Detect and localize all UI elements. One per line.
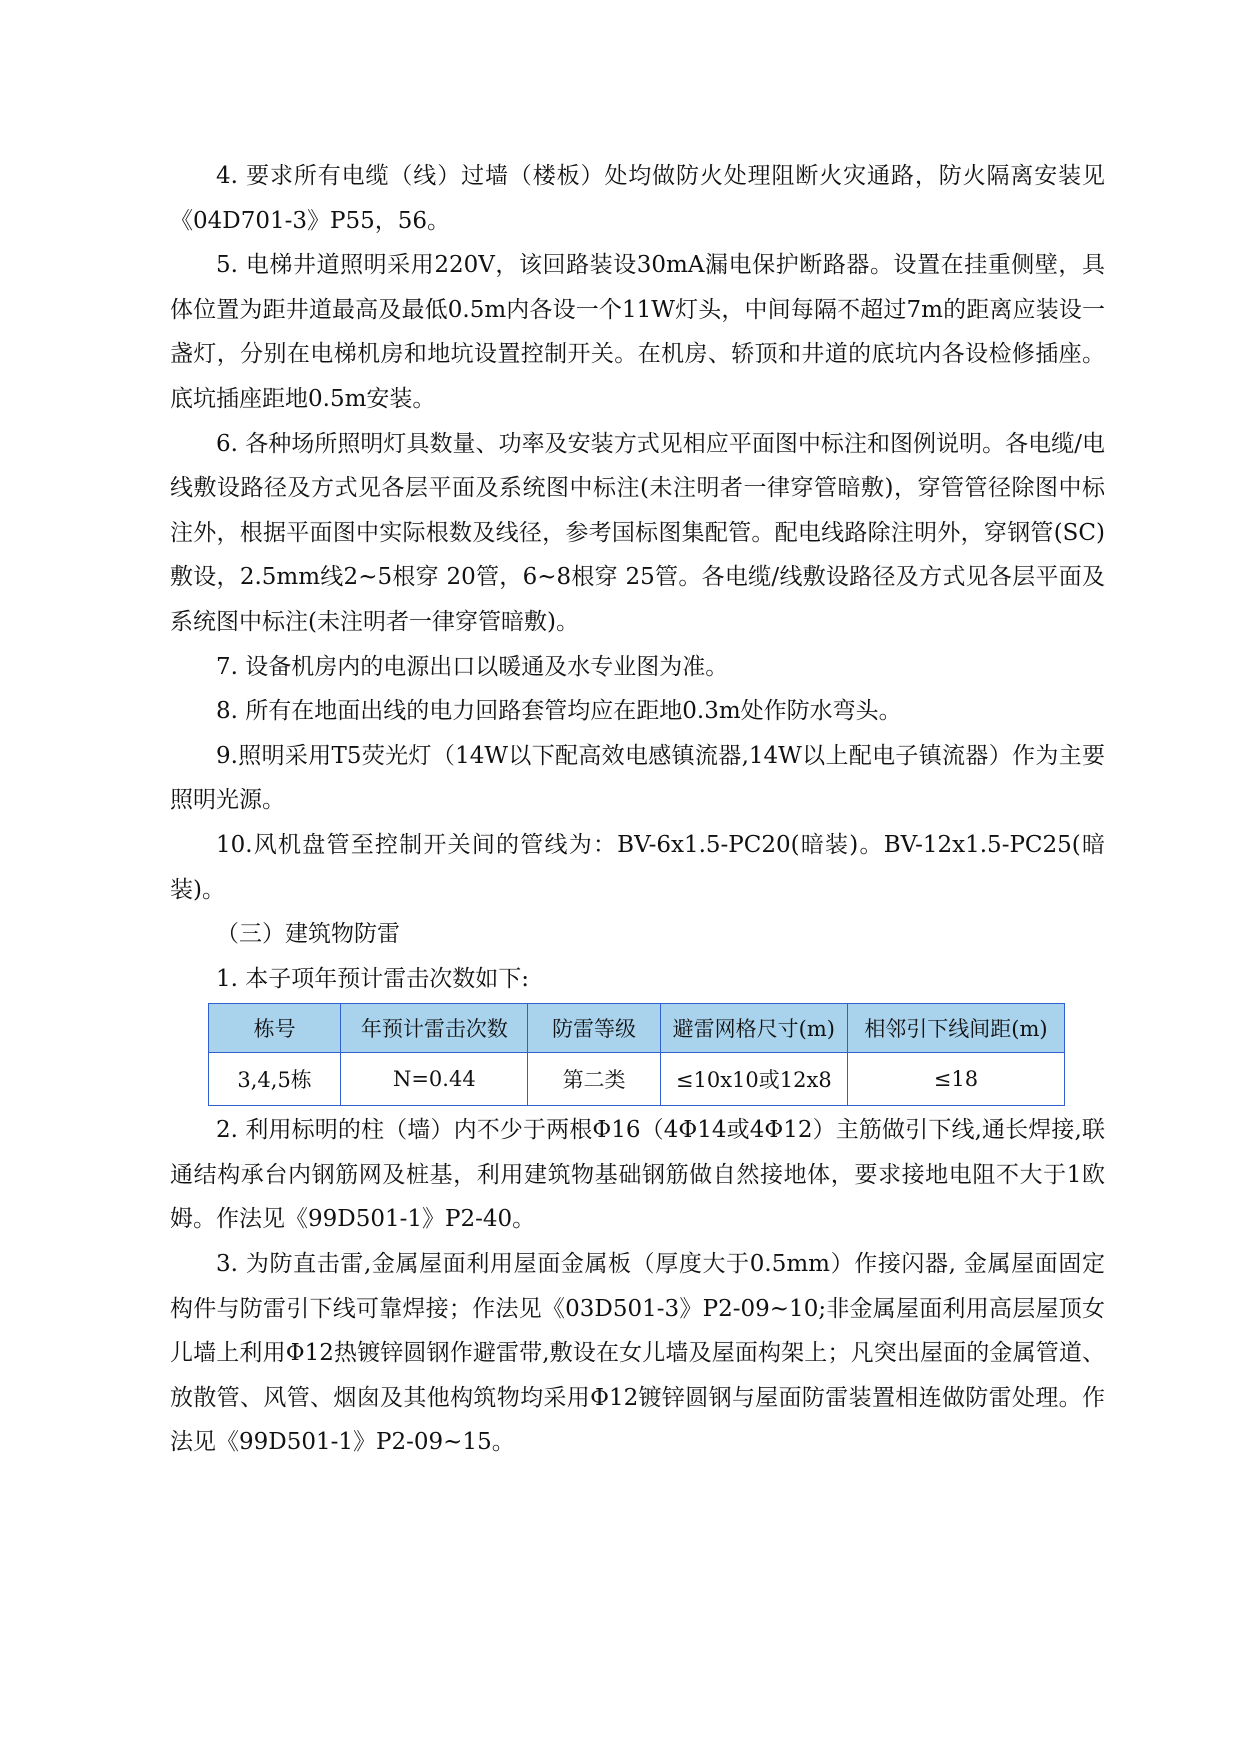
lightning-clause-1: 1. 本子项年预计雷击次数如下: — [216, 965, 530, 992]
cell-annual-strikes: N=0.44 — [341, 1053, 528, 1106]
cell-building-no: 3,4,5栋 — [209, 1053, 341, 1106]
header-annual-strikes: 年预计雷击次数 — [341, 1004, 528, 1053]
header-building-no: 栋号 — [209, 1004, 341, 1053]
lightning-clause-3: 3. 为防直击雷,金属屋面利用屋面金属板（厚度大于0.5mm）作接闪器, 金属屋面固定构件与防雷引下线可靠焊接；作法见《03D501-3》P2-09~10;非金属屋面利用高层屋顶女儿墙上利用Φ12热镀锌圆钢作避雷带,敷设在女儿墙及屋面构架上；凡突出屋面的金属管道、放散管、风管、烟囱及其他构筑物均采用Φ12镀锌圆钢与屋面防雷装置相连做防雷处理。作法见《99D501-1》P2-09~15。 — [170, 1251, 1105, 1456]
clause-9: 9.照明采用T5荧光灯（14W以下配高效电感镇流器,14W以上配电子镇流器）作为主要照明光源。 — [170, 742, 1105, 814]
clause-5: 5. 电梯井道照明采用220V，该回路装设30mA漏电保护断路器。设置在挂重侧壁，具体位置为距井道最高及最低0.5m内各设一个11W灯头，中间每隔不超过7m的距离应装设一盏灯，分别在电梯机房和地坑设置控制开关。在机房、轿顶和井道的底坑内各设检修插座。底坑插座距地0.5m安装。 — [170, 252, 1105, 412]
clause-8: 8. 所有在地面出线的电力回路套管均应在距地0.3m处作防水弯头。 — [216, 698, 902, 725]
clause-4: 4. 要求所有电缆（线）过墙（楼板）处均做防火处理阻断火灾通路，防火隔离安装见《04D701-3》P55，56。 — [170, 163, 1105, 234]
table-row — [209, 1053, 1065, 1106]
section-heading-lightning: （三）建筑物防雷 — [216, 921, 400, 948]
clause-7: 7. 设备机房内的电源出口以暖通及水专业图为准。 — [216, 653, 729, 680]
clause-6: 6. 各种场所照明灯具数量、功率及安装方式见相应平面图中标注和图例说明。各电缆/电线敷设路径及方式见各层平面及系统图中标注(未注明者一律穿管暗敷)，穿管管径除图中标注外，根据平面图中实际根数及线径，参考国标图集配管。配电线路除注明外，穿钢管(SC)敷设，2.5mm线2~5根穿 20管，6~8根穿 25管。各电缆/线敷设路径及方式见各层平面及系统图中标注(未注明者一律穿管暗敷)。 — [170, 430, 1105, 635]
header-protection-class: 防雷等级 — [528, 1004, 660, 1053]
cell-down-conductor-spacing: ≤18 — [847, 1053, 1064, 1106]
header-mesh-size: 避雷网格尺寸(m) — [660, 1004, 847, 1053]
lightning-clause-2: 2. 利用标明的柱（墙）内不少于两根Φ16（4Φ14或4Φ12）主筋做引下线,通长焊接,联通结构承台内钢筋网及桩基，利用建筑物基础钢筋做自然接地体，要求接地电阻不大于1欧姆。作法见《99D501-1》P2-40。 — [170, 1117, 1105, 1233]
lightning-strike-table — [208, 1003, 1065, 1106]
cell-mesh-size: ≤10x10或12x8 — [660, 1053, 847, 1106]
clause-10: 10.风机盘管至控制开关间的管线为：BV-6x1.5-PC20(暗装)。BV-12x1.5-PC25(暗装)。 — [170, 831, 1105, 903]
header-down-conductor-spacing: 相邻引下线间距(m) — [847, 1004, 1064, 1053]
cell-protection-class: 第二类 — [528, 1053, 660, 1106]
table-header-row — [209, 1004, 1065, 1053]
document-body — [170, 154, 1105, 1465]
